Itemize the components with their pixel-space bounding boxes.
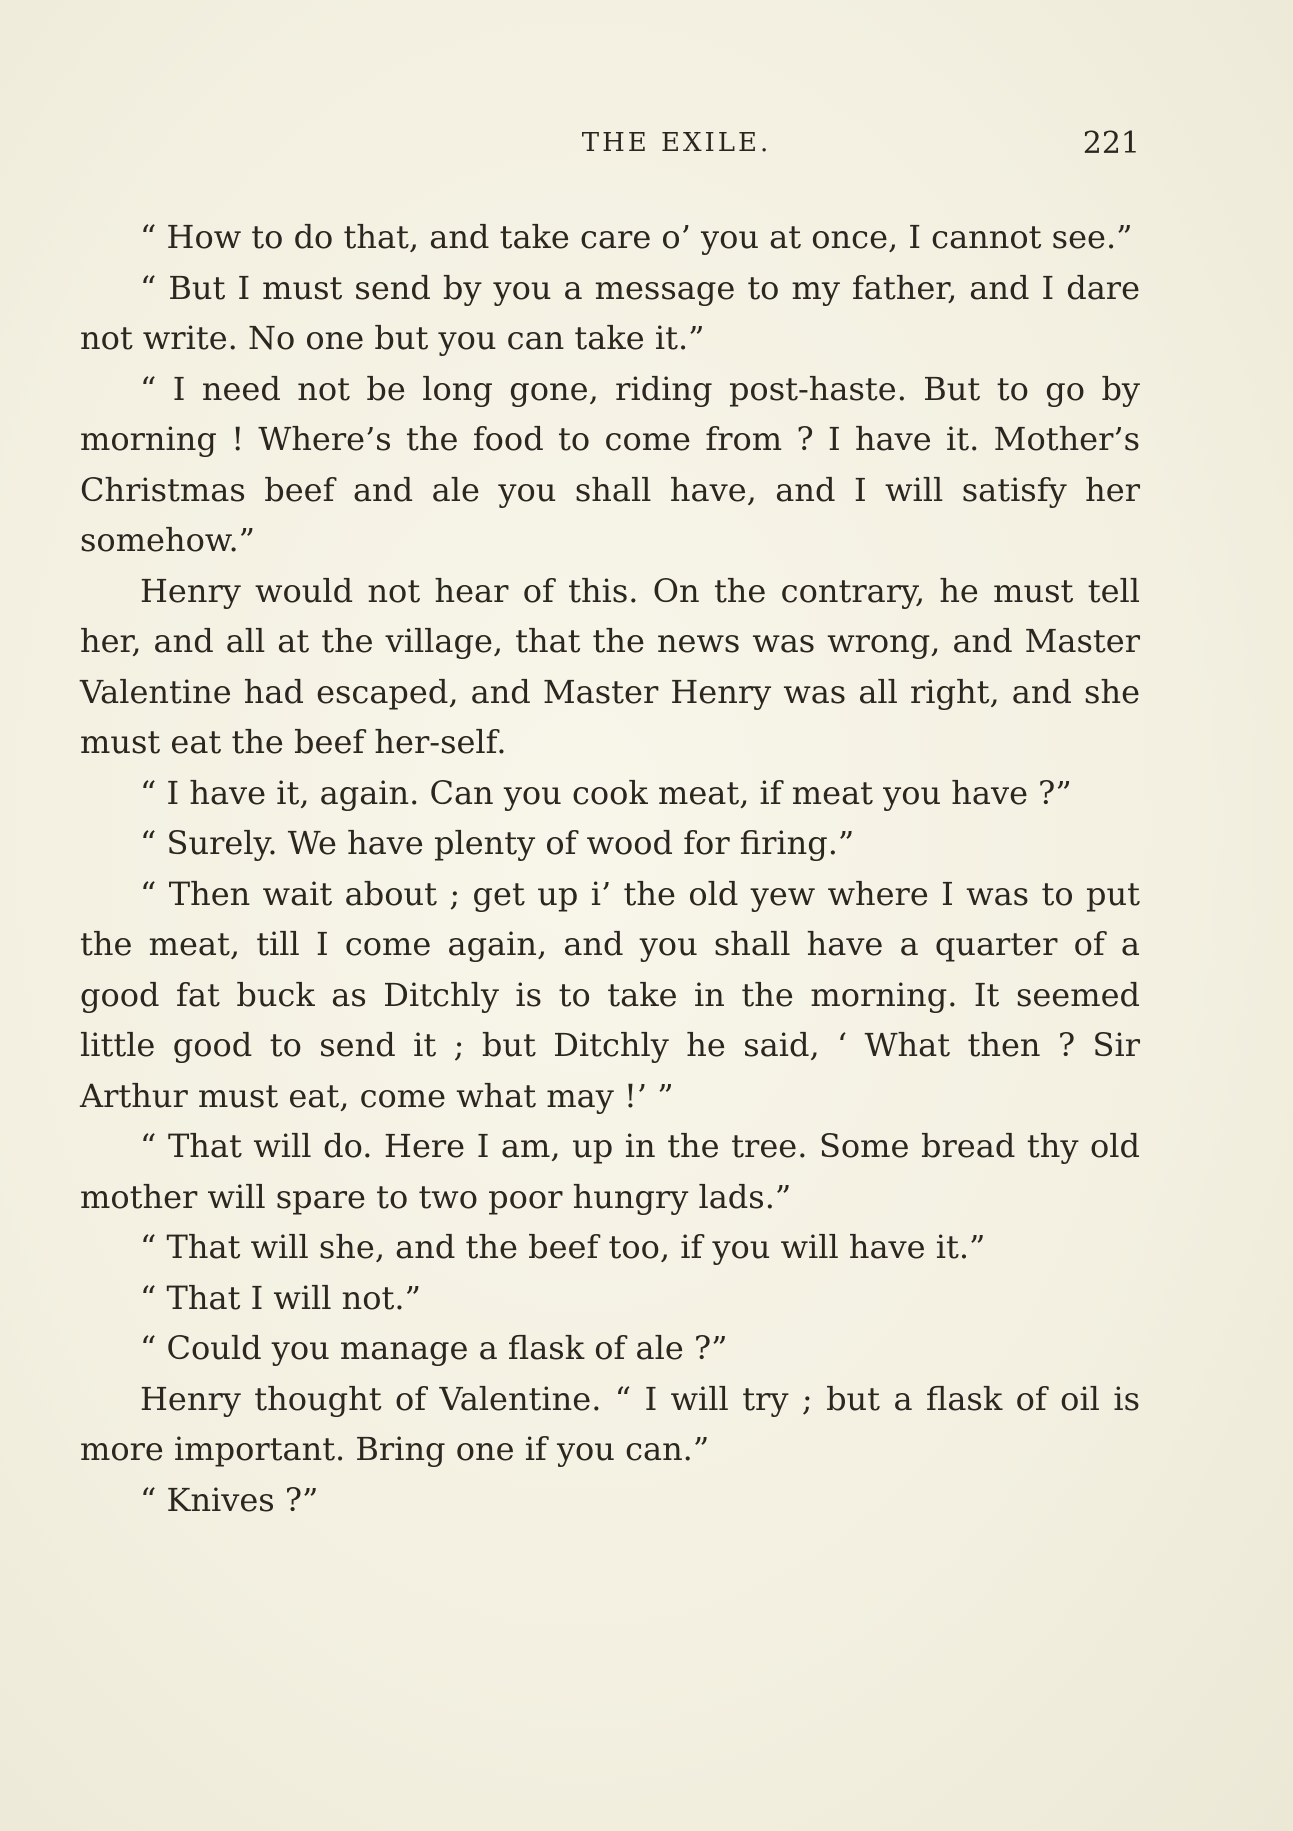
paragraph: “ That I will not.” bbox=[140, 1278, 421, 1317]
paragraph: “ Knives ?” bbox=[140, 1480, 319, 1519]
paragraph: “ I need not be long gone, riding post-haste. But to go by morning ! Where’s the food to come from ? I have it. Mother’s Christmas beef and ale you shall have, and I will satisfy her somehow.” bbox=[80, 369, 1140, 559]
paragraph: “ How to do that, and take care o’ you at once, I cannot see.” bbox=[140, 218, 1133, 256]
paragraph: “ I have it, again. Can you cook meat, if meat you have ?” bbox=[140, 773, 1072, 812]
running-head bbox=[0, 128, 1293, 168]
paragraph: “ Could you manage a flask of ale ?” bbox=[140, 1329, 728, 1367]
paragraph: “ But I must send by you a message to my father, and I dare not write. No one but you can take it.” bbox=[80, 268, 1140, 357]
running-title: THE EXILE. bbox=[581, 128, 772, 158]
paragraph: “ That will she, and the beef too, if you will have it.” bbox=[140, 1228, 986, 1266]
body-text bbox=[80, 212, 1140, 1525]
page-number: 221 bbox=[1082, 126, 1140, 161]
paragraph: Henry would not hear of this. On the contrary, he must tell her, and all at the village, that the news was wrong, and Master Valentine had escaped, and Master Henry was all right, and she must eat the beef her-self. bbox=[80, 571, 1140, 761]
paragraph: Henry thought of Valentine. “ I will try ; but a flask of oil is more important. Bring one if you can.” bbox=[80, 1379, 1140, 1468]
paragraph: “ That will do. Here I am, up in the tree. Some bread thy old mother will spare to two poor hungry lads.” bbox=[80, 1127, 1140, 1216]
paragraph: “ Surely. We have plenty of wood for firing.” bbox=[140, 824, 855, 862]
paragraph: “ Then wait about ; get up i’ the old yew where I was to put the meat, till I come again, and you shall have a quarter of a good fat buck as Ditchly is to take in the morning. It seemed little good to send it ; but Ditchly he said, ‘ What then ? Sir Arthur must eat, come what may !’ ” bbox=[80, 874, 1140, 1115]
